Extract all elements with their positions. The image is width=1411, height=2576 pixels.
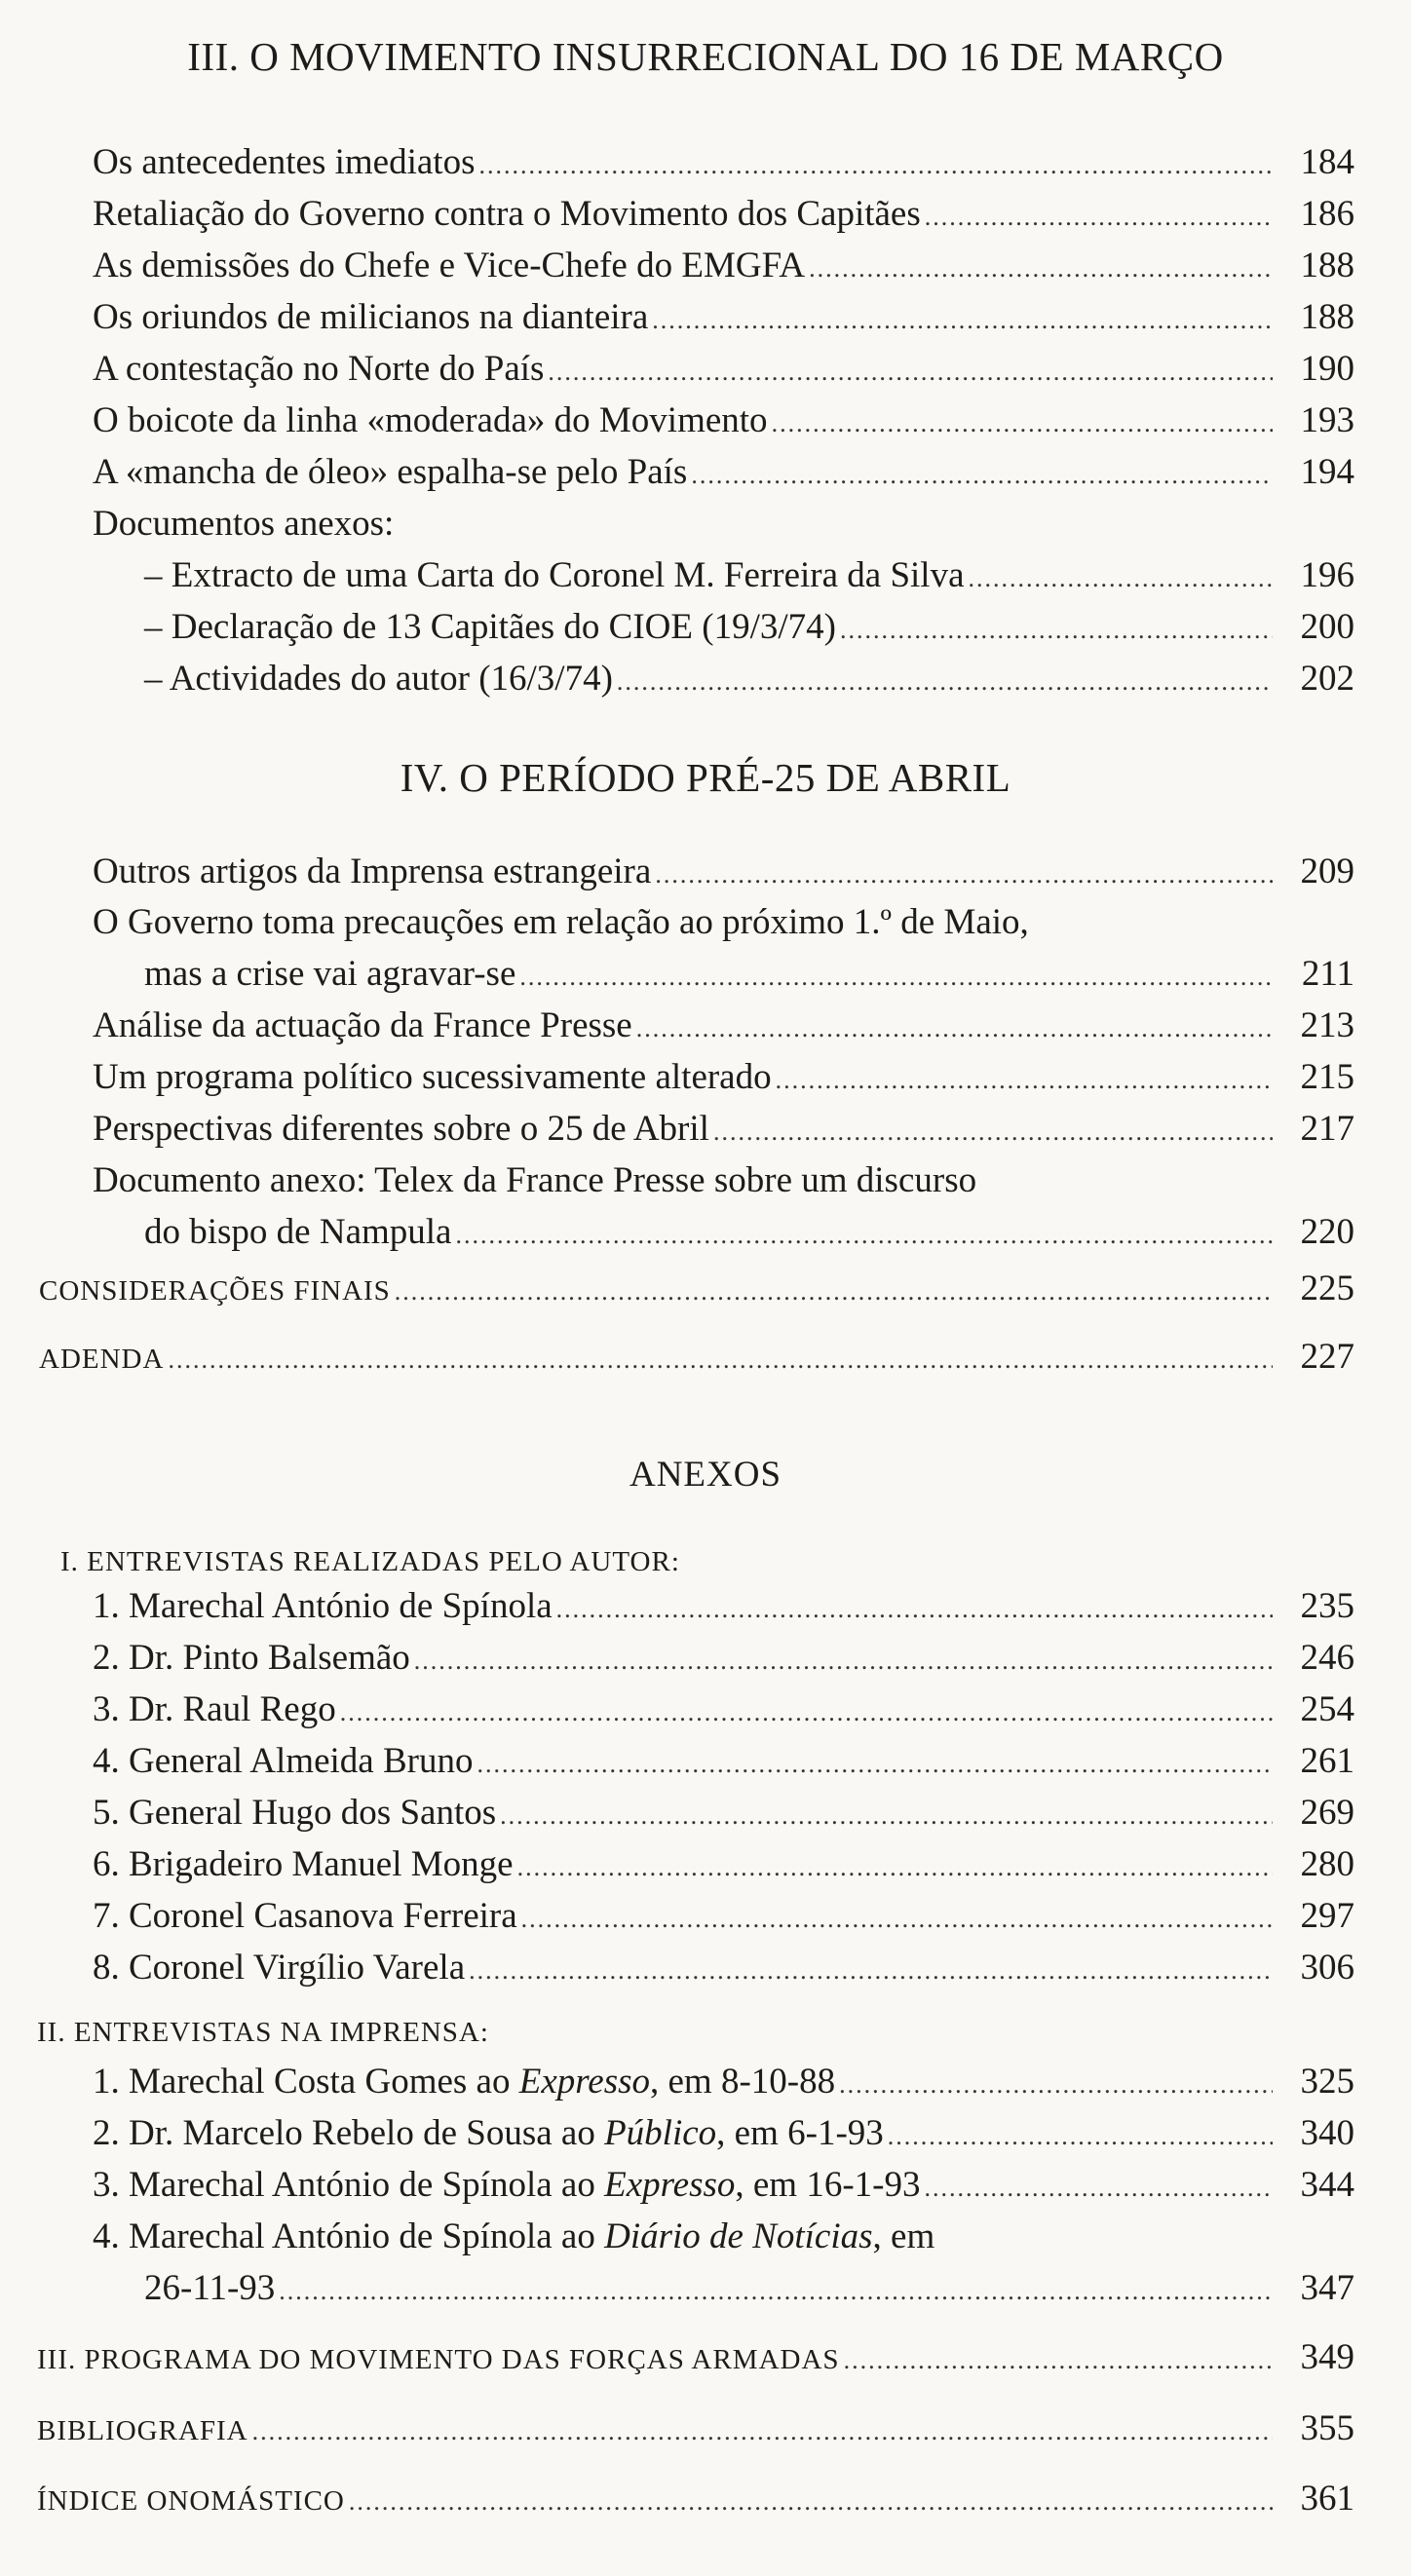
page-number: 269 [1300,1793,1354,1833]
dot-leader [455,1209,1273,1262]
entry-title: ADENDA [39,1344,165,1375]
toc-entry[interactable] [37,2403,1354,2455]
dot-leader [500,1790,1273,1842]
dot-leader [925,191,1273,244]
entry-title: CONSIDERAÇÕES FINAIS [39,1275,391,1307]
dot-leader [888,2110,1273,2163]
toc-entry[interactable] [93,1103,1354,1155]
group-heading: I. ENTREVISTAS REALIZADAS PELO AUTOR: [60,1546,680,1577]
entry-title: Os oriundos de milicianos na dianteira [93,297,649,337]
entry-title: 5. General Hugo dos Santos [93,1793,497,1833]
dot-leader [548,346,1273,398]
toc-entry[interactable] [93,395,1354,447]
entry-title: As demissões do Chefe e Vice-Chefe do EMGFA [93,246,806,285]
page-number: 220 [1300,1212,1354,1252]
dot-leader [521,1893,1273,1946]
publication-title: Público [604,2113,717,2153]
toc-entry[interactable] [144,2262,1354,2315]
entry-title: 7. Coronel Casanova Ferreira [93,1896,517,1936]
dot-leader [840,604,1273,657]
page-number: 347 [1300,2268,1354,2308]
toc-entry[interactable] [37,2473,1354,2525]
toc-entry[interactable] [93,136,1354,189]
toc-entry[interactable] [144,1206,1354,1259]
entry-title: 4. General Almeida Bruno [93,1741,474,1781]
entry-title-line[interactable]: O Governo toma precauções em relação ao próximo 1.º de Maio, [93,902,1029,942]
entry-title: 26-11-93 [144,2268,276,2308]
page-number: 213 [1300,1005,1354,1045]
dot-leader [713,1106,1273,1158]
dot-leader [652,294,1273,347]
page-number: 349 [1300,2337,1354,2377]
entry-title: do bispo de Nampula [144,1212,452,1252]
toc-entry[interactable] [93,1684,1354,1736]
toc-entry[interactable] [93,446,1354,499]
page-number: 200 [1300,607,1354,647]
dot-leader [772,398,1273,450]
entry-title: Os antecedentes imediatos [93,142,476,182]
dot-leader [655,849,1273,901]
entry-title: Perspectivas diferentes sobre o 25 de Abril [93,1109,709,1149]
dot-leader [691,449,1273,502]
section-heading: IV. O PERÍODO PRÉ-25 DE ABRIL [400,755,1011,800]
page-number: 306 [1300,1948,1354,1988]
toc-entry[interactable] [93,1632,1354,1685]
page-number: 211 [1301,954,1354,994]
entry-title: 8. Coronel Virgílio Varela [93,1948,466,1988]
page-number: 235 [1300,1586,1354,1626]
publication-title: Diário de Notícias [604,2216,873,2256]
toc-entry[interactable] [144,601,1354,654]
page-number: 196 [1300,555,1354,595]
entry-title: mas a crise vai agravar-se [144,954,516,994]
toc-entry[interactable] [93,1580,1354,1633]
publication-title: Expresso [518,2062,650,2102]
entry-title-line[interactable]: Documento anexo: Telex da France Presse sobre um discurso [93,1160,977,1200]
toc-entry[interactable] [39,1263,1354,1315]
toc-entry[interactable] [144,948,1354,1001]
entry-title: Um programa político sucessivamente alterado [93,1057,772,1097]
dot-leader [469,1945,1273,1997]
page-number: 361 [1300,2479,1354,2519]
page-number: 340 [1300,2113,1354,2153]
entry-title: A contestação no Norte do País [93,349,545,389]
entry-title: – Actividades do autor (16/3/74) [144,659,613,699]
page-number: 217 [1300,1109,1354,1149]
entry-title: 1. Marechal Costa Gomes ao Expresso, em 8-10-88 [93,2062,836,2102]
dot-leader [809,243,1273,295]
dot-leader [617,656,1273,708]
dot-leader [517,1841,1273,1894]
entry-title: 3. Dr. Raul Rego [93,1689,336,1729]
page-number: 186 [1300,194,1354,234]
dot-leader [478,139,1273,192]
page-number: 188 [1300,246,1354,285]
toc-entry[interactable] [93,1838,1354,1891]
entry-title: – Declaração de 13 Capitães do CIOE (19/3/74) [144,607,836,647]
publication-title: Expresso [604,2165,736,2205]
dot-leader [969,552,1274,605]
page-number: 344 [1300,2165,1354,2205]
entry-title: 2. Dr. Pinto Balsemão [93,1638,410,1678]
annex-label: Documentos anexos: [93,504,395,544]
toc-entry[interactable] [39,1331,1354,1383]
page-number: 227 [1300,1337,1354,1377]
toc-entry[interactable] [93,240,1354,292]
page-number: 202 [1300,659,1354,699]
toc-entry[interactable] [93,1000,1354,1052]
toc-entry[interactable] [93,2107,1354,2160]
toc-entry[interactable] [144,653,1354,705]
entry-title: III. PROGRAMA DO MOVIMENTO DAS FORÇAS ARMADAS [37,2344,840,2375]
dot-leader [414,1635,1273,1687]
entry-title: – Extracto de uma Carta do Coronel M. Ferreira da Silva [144,555,965,595]
dot-leader [477,1738,1273,1791]
entry-title: Outros artigos da Imprensa estrangeira [93,852,652,891]
toc-entry[interactable] [37,2331,1354,2384]
dot-leader [279,2265,1273,2318]
entry-title: 2. Dr. Marcelo Rebelo de Sousa ao Público, em 6-1-93 [93,2113,884,2153]
dot-leader [776,1054,1273,1107]
page-number: 355 [1300,2408,1354,2448]
entry-title: Análise da actuação da France Presse [93,1005,632,1045]
toc-entry[interactable] [93,1787,1354,1839]
entry-title: A «mancha de óleo» espalha-se pelo País [93,452,688,492]
page-number: 246 [1300,1638,1354,1678]
entry-title: 6. Brigadeiro Manuel Monge [93,1844,514,1884]
toc-entry[interactable] [93,1051,1354,1104]
dot-leader [252,2406,1273,2458]
page-number: 254 [1300,1689,1354,1729]
dot-leader [844,2334,1273,2387]
section-heading: III. O MOVIMENTO INSURRECIONAL DO 16 DE MARÇO [187,34,1224,79]
dot-leader [924,2162,1273,2215]
dot-leader [395,1266,1273,1318]
entry-title: 3. Marechal António de Spínola ao Expresso, em 16-1-93 [93,2165,921,2205]
entry-title: O boicote da linha «moderada» do Movimento [93,400,768,440]
dot-leader [340,1686,1273,1739]
dot-leader [556,1583,1273,1636]
page-number: 325 [1300,2062,1354,2102]
toc-entry[interactable] [93,291,1354,344]
page-number: 209 [1300,852,1354,891]
section-heading: ANEXOS [629,1455,782,1495]
page-number: 188 [1300,297,1354,337]
group-heading: II. ENTREVISTAS NA IMPRENSA: [37,2017,489,2048]
page-number: 261 [1300,1741,1354,1781]
entry-title-line[interactable]: 4. Marechal António de Spínola ao Diário de Notícias, em [93,2216,935,2256]
toc-entry[interactable] [93,2159,1354,2212]
dot-leader [349,2476,1273,2528]
page-number: 215 [1300,1057,1354,1097]
toc-entry[interactable] [93,188,1354,241]
toc-entry[interactable] [93,1735,1354,1788]
dot-leader [519,951,1273,1004]
toc-entry[interactable] [93,1942,1354,1994]
toc-entry[interactable] [93,1890,1354,1943]
entry-title: BIBLIOGRAFIA [37,2415,248,2446]
dot-leader [839,2059,1273,2111]
page-number: 194 [1300,452,1354,492]
page-number: 193 [1300,400,1354,440]
toc-entry[interactable] [144,549,1354,602]
entry-title: Retaliação do Governo contra o Movimento dos Capitães [93,194,921,234]
page-number: 297 [1300,1896,1354,1936]
page-number: 225 [1300,1269,1354,1308]
entry-title: ÍNDICE ONOMÁSTICO [37,2485,345,2517]
dot-leader [636,1003,1273,1055]
page-number: 184 [1300,142,1354,182]
toc-entry[interactable] [93,2056,1354,2108]
page-number: 190 [1300,349,1354,389]
entry-title: 1. Marechal António de Spínola [93,1586,553,1626]
page-number: 280 [1300,1844,1354,1884]
toc-entry[interactable] [93,343,1354,396]
dot-leader [168,1334,1273,1386]
toc-entry[interactable] [93,846,1354,898]
